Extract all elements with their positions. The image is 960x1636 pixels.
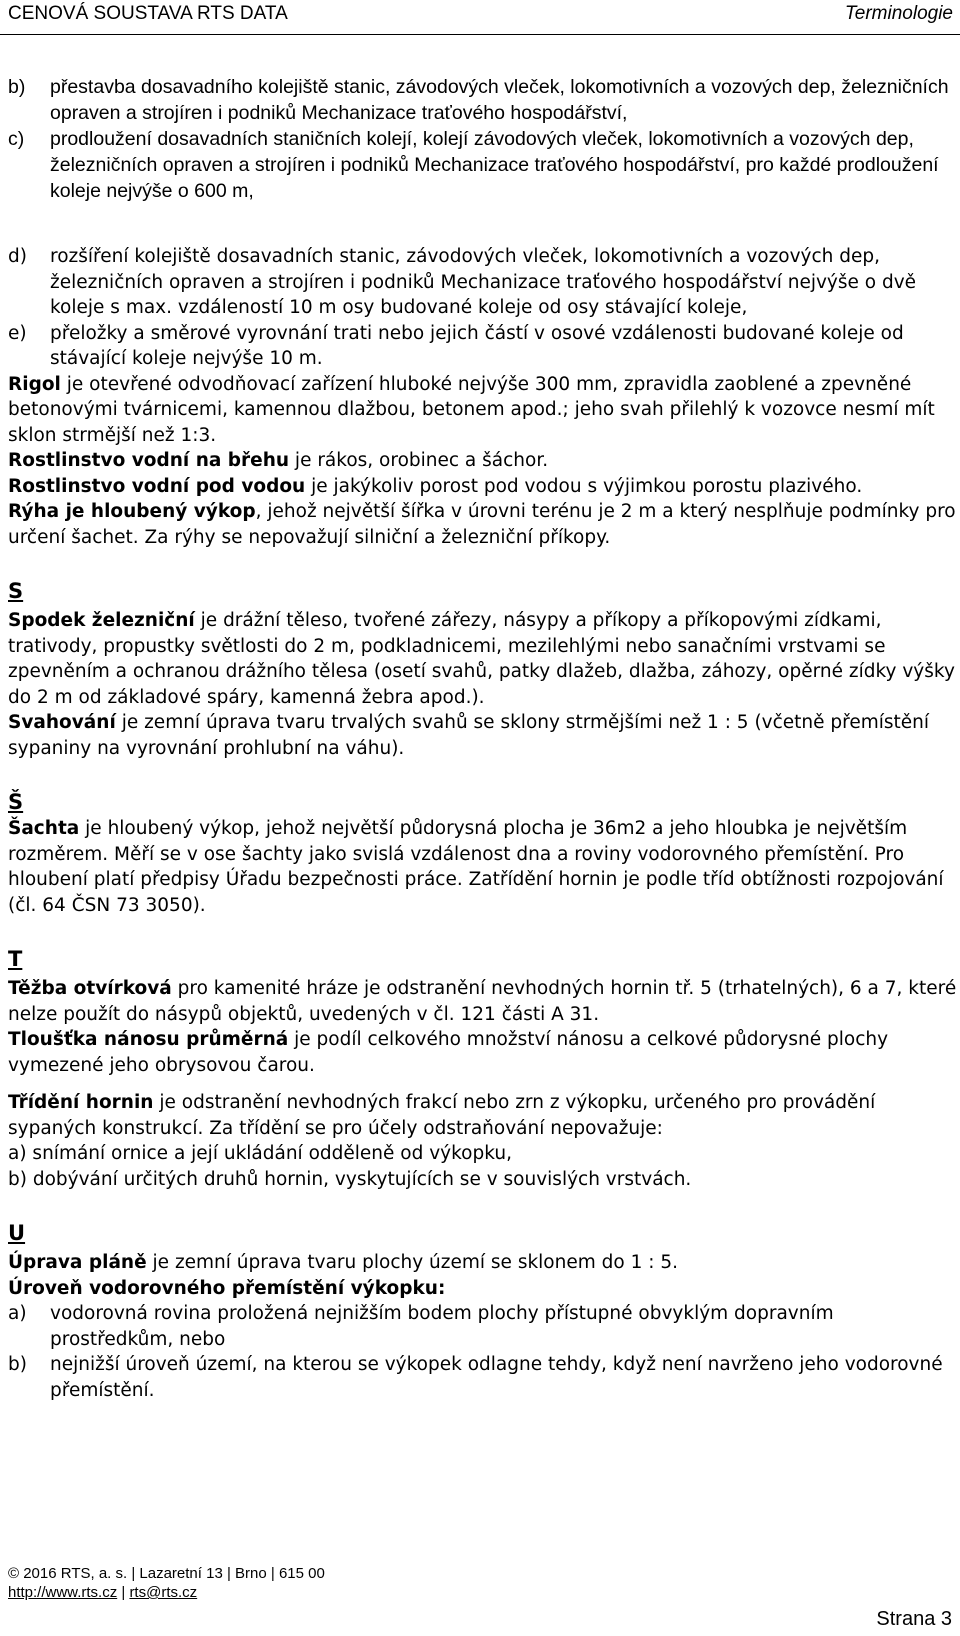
- definition-term: Rigol: [8, 373, 61, 395]
- definition-text: pro kamenité hráze je odstranění nevhodných hornin tř. 5 (trhatelných), 6 a 7, které nelze použít do násypů objektů, uvedených v čl. 121 části A 31.: [8, 978, 957, 1025]
- list-text: přestavba dosavadního kolejiště stanic, závodových vleček, lokomotivních a vozových dep, železničních opraven a strojíren i podniků Mechanizace traťového hospodářství,: [50, 76, 949, 124]
- definition: [8, 1027, 958, 1078]
- page-footer: [8, 1564, 325, 1602]
- header-section: Terminologie: [844, 3, 953, 24]
- list-marker: e): [8, 322, 27, 344]
- definition-term: Úroveň vodorovného přemístění výkopku:: [8, 1277, 446, 1299]
- email-link[interactable]: rts@rts.cz: [129, 1584, 198, 1601]
- definition-text: je hloubený výkop, jehož největší půdorysná plocha je 36m2 a jeho hloubka je největším rozměrem. Měří se v ose šachty jako svislá vzdálenost dna a roviny vodorovného přemístění. Pro hloubení platí předpisy Úřadu bezpečnosti práce. Zatřídění hornin je podle tříd obtížnosti rozpojování (čl. 64 ČSN 73 3050).: [8, 818, 944, 916]
- definition-term: Rostlinstvo vodní na břehu: [8, 450, 290, 471]
- definition: [8, 372, 958, 449]
- page-number: Strana 3: [876, 1608, 952, 1630]
- definition-text: je drážní těleso, tvořené zářezy, násypy a příkopy a příkopovými zídkami, trativody, propustky světlosti do 2 m, podkladnicemi, mezilehlými nebo sanačními vrstvami se zpevněním a ochranou drážního tělesa (osetí svahů, patky dlažeb, dlažba, záhozy, opěrné zídky výšky do 2 m od základové spáry, kamenná žebra apod.).: [8, 610, 955, 708]
- definition-text: je jakýkoliv porost pod vodou s výjimkou porostu plazivého.: [305, 475, 863, 497]
- section-letter-s: S: [8, 579, 24, 603]
- list-marker: a): [8, 1303, 27, 1324]
- list-item: [8, 126, 958, 204]
- definition: [8, 1276, 958, 1302]
- list-item: [8, 74, 958, 126]
- definition-term: Spodek železniční: [8, 610, 195, 631]
- definition-term: Rostlinstvo vodní pod vodou: [8, 475, 306, 497]
- definition-line: b) dobývání určitých druhů hornin, vyskytujících se v souvislých vrstvách.: [8, 1168, 692, 1190]
- main-content: [8, 244, 958, 1403]
- definition: [8, 448, 958, 474]
- definition-text: je podíl celkového množství nánosu a celkové půdorysné plochy vymezené jeho obrysovou čarou.: [8, 1029, 889, 1076]
- definition-line: a) snímání ornice a její ukládání odděleně od výkopku,: [8, 1143, 512, 1164]
- list-text: přeložky a směrové vyrovnání trati nebo jejich částí v osové vzdálenosti budované koleje od stávající koleje nejvýše 10 m.: [50, 322, 904, 369]
- definition: [8, 1090, 958, 1141]
- section-letter-u: U: [8, 1221, 26, 1245]
- list-marker: b): [8, 1354, 27, 1375]
- website-link[interactable]: http://www.rts.cz: [8, 1584, 118, 1601]
- list-item: [8, 1301, 958, 1352]
- list-text: prodloužení dosavadních staničních kolejí, kolejí závodových vleček, lokomotivních a vozových dep, železničních opraven a strojíren i podniků Mechanizace traťového hospodářství, pro každé prodloužení koleje nejvýše o 600 m,: [50, 128, 939, 202]
- list-text: vodorovná rovina proložená nejnižším bodem plochy přístupné obvyklým dopravním prostředkům, nebo: [50, 1303, 834, 1350]
- footer-separator: |: [117, 1584, 130, 1601]
- footer-address: © 2016 RTS, a. s. | Lazaretní 13 | Brno | 615 00: [8, 1565, 325, 1582]
- list-marker: b): [8, 76, 26, 98]
- definition-term: Svahování: [8, 712, 116, 733]
- list-item: [8, 321, 958, 372]
- definition-text: je otevřené odvodňovací zařízení hluboké nejvýše 300 mm, zpravidla zaoblené a zpevněné betonovými tvárnicemi, kamennou dlažbou, betonem apod.; jeho svah přilehlý k vozovce nesmí mít sklon strmější než 1:3.: [8, 373, 935, 446]
- definition-text: je zemní úprava tvaru trvalých svahů se sklony strmějšími než 1 : 5 (včetně přemístění sypaniny na vyrovnání prohlubní na váhu).: [8, 712, 930, 759]
- list-continuation: [8, 74, 958, 204]
- definition-term: Úprava pláně: [8, 1252, 147, 1273]
- definition: [8, 499, 958, 550]
- definition: [8, 976, 958, 1027]
- definition: [8, 474, 958, 500]
- definition: [8, 608, 958, 710]
- section-letter-sh: Š: [8, 790, 24, 814]
- definition: [8, 1250, 958, 1276]
- section-letter-t: T: [8, 947, 23, 971]
- definition-term: Šachta: [8, 818, 80, 839]
- definition-term: Tloušťka nánosu průměrná: [8, 1029, 289, 1050]
- list-text: rozšíření kolejiště dosavadních stanic, závodových vleček, lokomotivních a vozových dep, železničních opraven a strojíren i podniků Mechanizace traťového hospodářství nejvýše o dvě koleje s max. vzdáleností 10 m osy budované koleje od osy stávající koleje,: [50, 246, 917, 318]
- list-text: nejnižší úroveň území, na kterou se výkopek odlagne tehdy, když není navrženo jeho vodorovné přemístění.: [50, 1354, 943, 1401]
- definition-text: je zemní úprava tvaru plochy území se sklonem do 1 : 5.: [146, 1252, 678, 1273]
- list-marker: c): [8, 128, 25, 150]
- header-divider: [0, 34, 960, 35]
- list-marker: d): [8, 246, 27, 267]
- definition-term: Třídění hornin: [8, 1092, 154, 1113]
- list-item: [8, 244, 958, 321]
- header-title: CENOVÁ SOUSTAVA RTS DATA: [8, 3, 288, 24]
- definition-term: Rýha je hloubený výkop: [8, 501, 256, 522]
- list-item: [8, 1352, 958, 1403]
- definition-text: je rákos, orobinec a šáchor.: [289, 450, 549, 471]
- definition: [8, 710, 958, 761]
- definition-term: Těžba otvírková: [8, 978, 172, 999]
- definition-text: , jehož největší šířka v úrovni terénu je 2 m a který nesplňuje podmínky pro určení šachet. Za rýhy se nepovažují silniční a železniční příkopy.: [8, 501, 956, 548]
- definition-text: je odstranění nevhodných frakcí nebo zrn z výkopku, určeného pro provádění sypaných konstrukcí. Za třídění se pro účely odstraňování nepovažuje:: [8, 1092, 876, 1139]
- footer-links: [8, 1583, 325, 1602]
- definition: [8, 816, 958, 918]
